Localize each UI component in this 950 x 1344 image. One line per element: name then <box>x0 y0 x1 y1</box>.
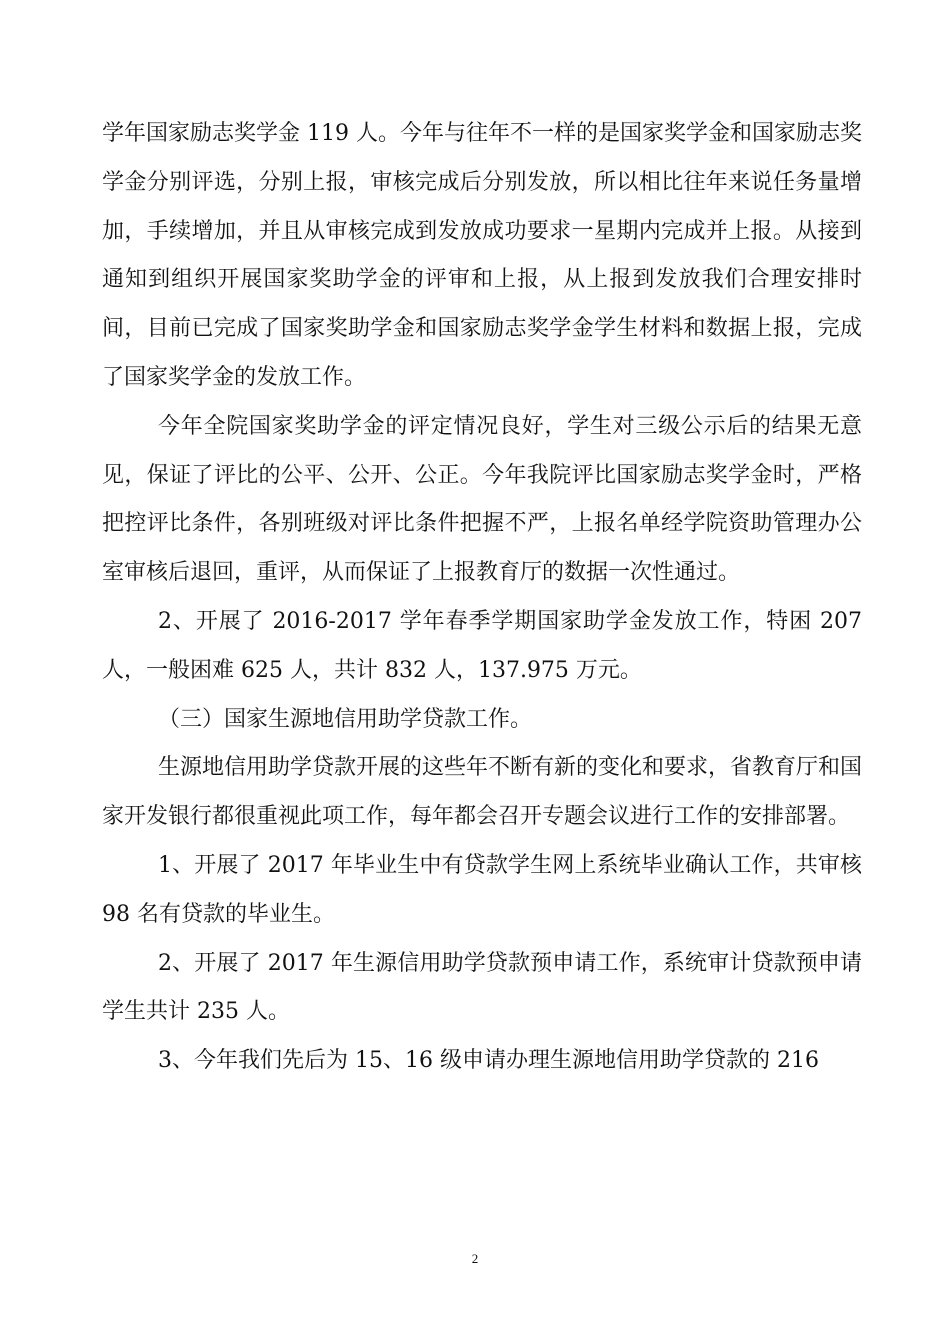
paragraph-loan-intro: 生源地信用助学贷款开展的这些年不断有新的变化和要求，省教育厅和国家开发银行都很重视此项工作，每年都会召开专题会议进行工作的安排部署。 <box>102 755 863 830</box>
document-body <box>102 110 862 1086</box>
paragraph-loan-processing: 3、今年我们先后为 15、16 级申请办理生源地信用助学贷款的 216 <box>158 1048 819 1074</box>
page-number: 2 <box>471 1251 479 1266</box>
section-heading-student-loan: （三）国家生源地信用助学贷款工作。 <box>158 706 533 732</box>
paragraph-loan-preapplication: 2、开展了 2017 年生源信用助学贷款预申请工作，系统审计贷款预申请学生共计 235 人。 <box>102 950 862 1025</box>
paragraph-evaluation-summary: 今年全院国家奖助学金的评定情况良好，学生对三级公示后的结果无意见，保证了评比的公平、公开、公正。今年我院评比国家励志奖学金时，严格把控评比条件，各别班级对评比条件把握不严，上报名单经学院资助管理办公室审核后退回，重评，从而保证了上报教育厅的数据一次性通过。 <box>102 413 862 586</box>
paragraph-graduate-confirmation: 1、开展了 2017 年毕业生中有贷款学生网上系统毕业确认工作，共审核 98 名有贷款的毕业生。 <box>102 852 862 927</box>
paragraph-continuation: 学年国家励志奖学金 119 人。今年与往年不一样的是国家奖学金和国家励志奖学金分别评选，分别上报，审核完成后分别发放，所以相比往年来说任务量增加，手续增加，并且从审核完成到发放成功要求一星期内完成并上报。从接到通知到组织开展国家奖助学金的评审和上报，从上报到发放我们合理安排时间，目前已完成了国家奖助学金和国家励志奖学金学生材料和数据上报，完成了国家奖学金的发放工作。 <box>102 121 862 390</box>
paragraph-grant-distribution: 2、开展了 2016-2017 学年春季学期国家助学金发放工作，特困 207 人，一般困难 625 人，共计 832 人，137.975 万元。 <box>102 608 862 683</box>
